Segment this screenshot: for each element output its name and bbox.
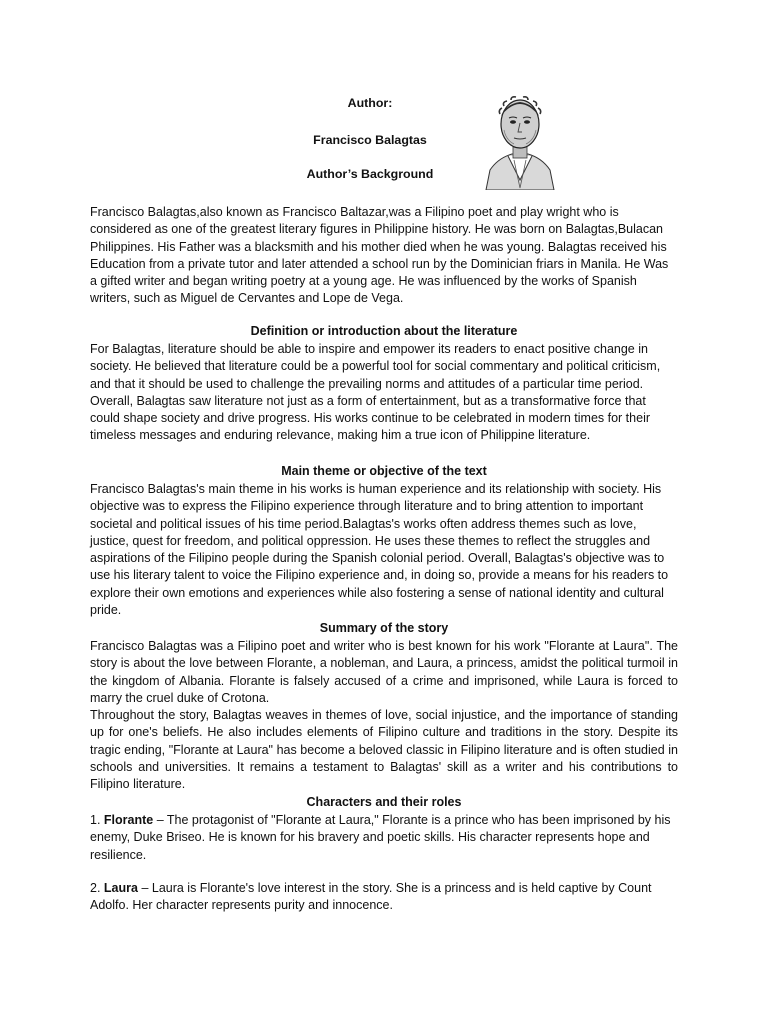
characters-heading: Characters and their roles: [306, 795, 462, 809]
summary-text-2: Throughout the story, Balagtas weaves in themes of love, social injustice, and the importance of standing up for one's beliefs. He also includes elements of Filipino culture and traditions in the story. Despite its tragic ending, "Florante at Laura" has become a beloved classic in Filipino literature and is often studied in schools and universities. It remains a testament to Balagtas' skill as a writer and his contributions to Filipino literature.: [90, 708, 678, 792]
theme-paragraph: [90, 481, 678, 619]
summary-heading: Summary of the story: [319, 621, 449, 635]
character-name: Laura: [103, 881, 138, 895]
author-name: Francisco Balagtas: [313, 133, 427, 147]
background-heading: Author’s Background: [306, 167, 434, 181]
character-entry: [90, 880, 678, 915]
character-description: – The protagonist of "Florante at Laura," Florante is a prince who has been imprisoned by his enemy, Duke Briseo. He is known for his bravery and poetic skills. His character represents hope and resilience.: [90, 813, 671, 862]
background-text: Francisco Balagtas,also known as Francisco Baltazar,was a Filipino poet and play wright who is considered as one of the greatest literary figures in Philippine history. He was born on Balagtas,Bulacan Philippines. His Father was a blacksmith and his mother died when he was young. Balagtas received his Education from a private tutor and later attended a school run by the Dominician friars in Manila. He Was a gifted writer and began writing poetry at a young age. He was influenced by the works of Spanish writers, such as Miguel de Cervantes and Lope de Vega.: [90, 205, 669, 306]
author-label: Author:: [347, 96, 393, 110]
character-entry: [90, 812, 678, 864]
character-item-laura: [90, 880, 678, 915]
character-name: Florante: [103, 813, 154, 827]
theme-text: Francisco Balagtas's main theme in his works is human experience and its relationship with society. His objective was to express the Filipino experience through literature and to bring attention to important societal and political issues of his time period.Balagtas's works often address themes such as love, justice, quest for freedom, and political oppression. He uses these themes to reflect the struggles and aspirations of the Filipino people during the Spanish colonial period. Overall, Balagtas's objective was to use his literary talent to voice the Filipino experience and, in doing so, provide a means for his readers to explore their own emotions and experiences while also fostering a sense of national identity and cultural pride.: [90, 482, 669, 618]
author-portrait-icon: [478, 90, 562, 190]
summary-text-1: Francisco Balagtas was a Filipino poet and writer who is best known for his work "Florante at Laura". The story is about the love between Florante, a nobleman, and Laura, a princess, amidst the political turmoil in the kingdom of Albania. Florante is falsely accused of a crime and imprisoned, while Laura is forced to marry the cruel duke of Crotona.: [90, 639, 678, 705]
character-description: – Laura is Florante's love interest in the story. She is a princess and is held captive by Count Adolfo. Her character represents purity and innocence.: [90, 881, 652, 913]
character-number: 2.: [90, 881, 101, 895]
definition-heading: Definition or introduction about the literature: [250, 324, 518, 338]
background-paragraph: [90, 204, 678, 308]
definition-paragraph: [90, 341, 678, 445]
definition-text: For Balagtas, literature should be able to inspire and empower its readers to enact positive change in society. He believed that literature could be a powerful tool for social commentary and political criticism, and that it should be used to challenge the prevailing norms and attitudes of a particular time period. Overall, Balagtas saw literature not just as a form of entertainment, but as a transformative force that could shape society and drive progress. His works continue to be celebrated in modern times for their timeless messages and enduring relevance, making him a true icon of Philippine literature.: [90, 342, 661, 443]
character-item-florante: [90, 812, 678, 864]
character-number: 1.: [90, 813, 101, 827]
summary-paragraphs: [90, 638, 678, 794]
theme-heading: Main theme or objective of the text: [281, 464, 487, 478]
